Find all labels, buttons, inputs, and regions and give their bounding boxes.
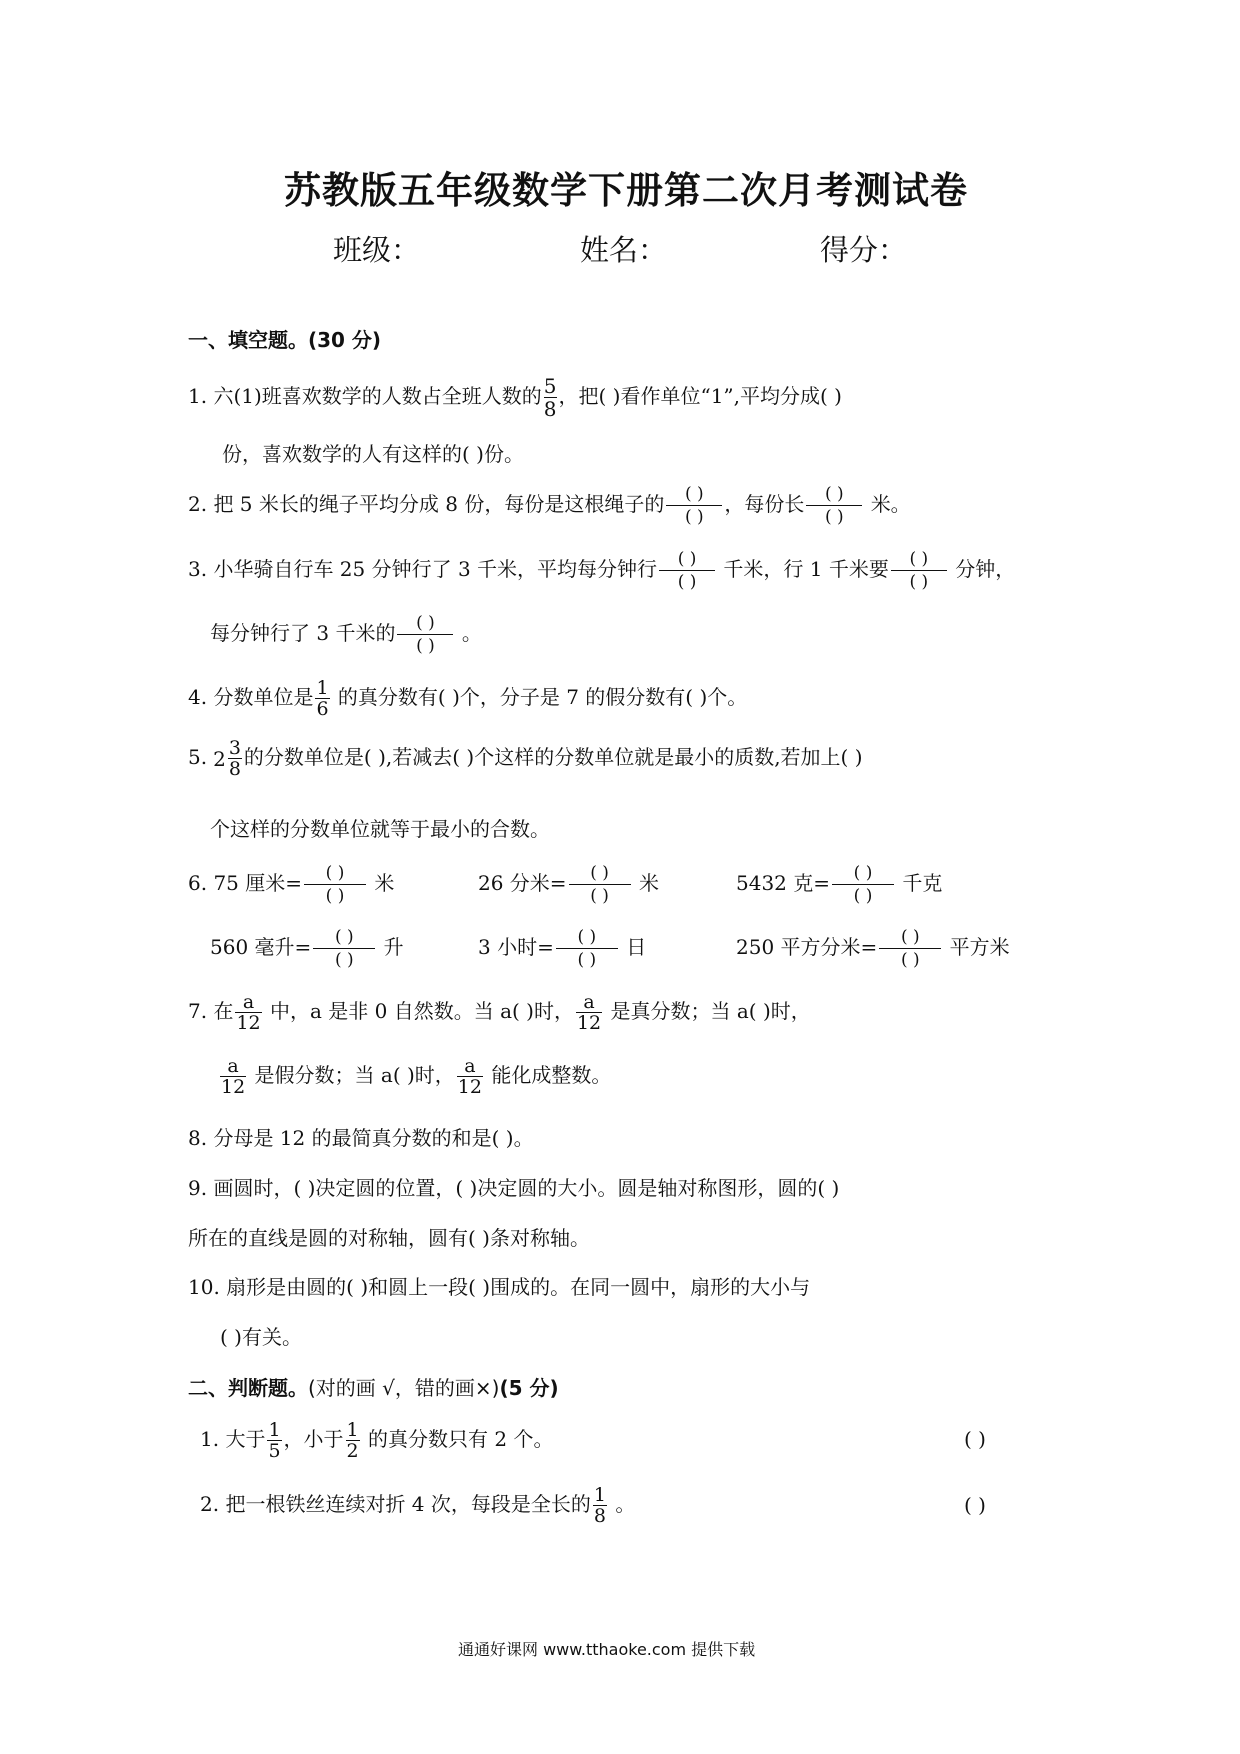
fraction-denominator: 12 xyxy=(236,1012,261,1034)
fraction-denominator: 8 xyxy=(228,758,241,780)
question-6-r2c3-unit: 平方米 xyxy=(949,935,1010,959)
question-6-r1c1-label: 6. 75 厘米= xyxy=(188,871,303,895)
question-4 xyxy=(188,678,747,719)
blank-numerator: ( ) xyxy=(590,863,609,883)
question-4-text-a: 4. 分数单位是 xyxy=(188,685,314,709)
fraction-numerator: 1 xyxy=(316,677,329,699)
blank-fraction xyxy=(556,926,618,971)
question-9-line-2: 所在的直线是圆的对称轴，圆有( )条对称轴。 xyxy=(188,1226,590,1250)
blank-numerator: ( ) xyxy=(577,927,597,947)
section-judge-heading xyxy=(188,1372,559,1401)
blank-denominator: ( ) xyxy=(806,505,862,528)
judge-1-answer-blank[interactable]: ( ) xyxy=(964,1427,986,1451)
fraction-denominator: 12 xyxy=(457,1076,482,1098)
question-2 xyxy=(188,483,911,528)
blank-numerator: ( ) xyxy=(416,613,435,633)
blank-numerator: ( ) xyxy=(684,484,704,504)
blank-denominator: ( ) xyxy=(304,884,366,907)
fraction-denominator: 5 xyxy=(268,1440,281,1462)
question-6-r1c1 xyxy=(188,862,394,907)
blank-fraction xyxy=(879,926,941,971)
judge-1-text-a: 1. 大于 xyxy=(200,1427,266,1451)
question-4-text-b: 的真分数有( )个，分子是 7 的假分数有( )个。 xyxy=(337,685,748,709)
judge-2-answer-blank[interactable]: ( ) xyxy=(964,1493,986,1517)
question-3-line-2-text-a: 每分钟行了 3 千米的 xyxy=(210,621,396,645)
fraction-denominator: 6 xyxy=(316,698,329,720)
fraction xyxy=(593,1485,607,1526)
blank-denominator: ( ) xyxy=(556,948,618,971)
fraction-numerator: 5 xyxy=(543,374,557,398)
fraction xyxy=(220,1056,246,1097)
blank-numerator: ( ) xyxy=(677,549,697,569)
blank-fraction xyxy=(806,483,862,528)
question-3 xyxy=(188,548,1015,593)
blank-denominator: ( ) xyxy=(659,570,715,593)
question-5-text-a: 5. xyxy=(188,745,208,769)
blank-denominator: ( ) xyxy=(313,948,375,971)
fraction-denominator: 8 xyxy=(543,397,557,421)
question-6-r2c3 xyxy=(736,926,1010,971)
blank-numerator: ( ) xyxy=(900,927,920,947)
section-judge-heading-note: (对的画 √，错的画×) xyxy=(308,1376,500,1400)
fraction-denominator: 2 xyxy=(346,1440,359,1462)
judge-2-text-b: 。 xyxy=(615,1492,636,1516)
judge-1-text-c: 的真分数只有 2 个。 xyxy=(368,1427,554,1451)
blank-numerator: ( ) xyxy=(909,549,929,569)
question-1 xyxy=(188,375,842,420)
judge-1-text-b: ，小于 xyxy=(283,1427,344,1451)
question-6-r1c3-unit: 千克 xyxy=(902,871,943,895)
blank-fraction xyxy=(832,862,894,907)
blank-numerator: ( ) xyxy=(325,863,345,883)
question-7-line-2-text-c: 能化成整数。 xyxy=(491,1063,612,1087)
question-7-line-2 xyxy=(218,1056,611,1097)
question-6-r2c2-unit: 日 xyxy=(626,935,647,959)
fraction xyxy=(544,375,557,420)
blank-fraction xyxy=(569,862,631,907)
question-3-line-2-text-b: 。 xyxy=(461,621,482,645)
fraction xyxy=(346,1420,360,1461)
blank-numerator: ( ) xyxy=(853,863,873,883)
judge-2 xyxy=(200,1485,635,1526)
question-6-r2c2 xyxy=(478,926,646,971)
section-judge-heading-title: 二、判断题。 xyxy=(188,1376,308,1400)
question-1-text-a: 1. 六(1)班喜欢数学的人数占全班人数的 xyxy=(188,384,542,408)
question-2-text-b: ，每份长 xyxy=(724,492,805,516)
question-6-r1c3-label: 5432 克= xyxy=(736,871,831,895)
blank-denominator: ( ) xyxy=(569,884,631,907)
question-6-r2c1-label: 560 毫升= xyxy=(210,935,312,959)
fraction-numerator: 1 xyxy=(593,1484,606,1506)
question-3-text-b: 千米，行 1 千米要 xyxy=(723,557,889,581)
question-6-r1c2-unit: 米 xyxy=(638,871,659,895)
question-6-r1c2-label: 26 分米= xyxy=(478,871,567,895)
question-6-r2c2-label: 3 小时= xyxy=(478,935,554,959)
question-7-text-c: 是真分数；当 a( )时， xyxy=(610,999,811,1023)
blank-denominator: ( ) xyxy=(891,570,947,593)
footer-credit: 通通好课网 www.tthaoke.com 提供下载 xyxy=(458,1640,756,1659)
fraction-denominator: 12 xyxy=(221,1076,246,1098)
fraction-numerator: a xyxy=(227,1055,239,1077)
section-fill-in-heading: 一、填空题。(30 分) xyxy=(188,328,382,352)
question-5 xyxy=(188,738,863,779)
section-judge-heading-points: (5 分) xyxy=(499,1376,559,1400)
blank-denominator: ( ) xyxy=(397,634,453,657)
question-6-r1c1-unit: 米 xyxy=(374,871,395,895)
blank-fraction xyxy=(397,612,453,657)
blank-fraction xyxy=(891,548,947,593)
blank-fraction xyxy=(659,548,715,593)
blank-denominator: ( ) xyxy=(879,948,941,971)
blank-denominator: ( ) xyxy=(832,884,894,907)
question-3-text-c: 分钟， xyxy=(955,557,1016,581)
question-9-line-1: 9. 画圆时，( )决定圆的位置，( )决定圆的大小。圆是轴对称图形，圆的( ) xyxy=(188,1176,840,1200)
fraction-numerator: 3 xyxy=(228,737,241,759)
fraction-numerator: a xyxy=(242,991,255,1013)
fraction-numerator: a xyxy=(583,991,595,1013)
blank-numerator: ( ) xyxy=(334,927,354,947)
fraction-numerator: 1 xyxy=(346,1419,359,1441)
fraction xyxy=(267,1420,281,1461)
question-1-text-b: ，把( )看作单位“1”,平均分成( ) xyxy=(558,384,842,408)
question-7 xyxy=(188,992,811,1033)
blank-fraction xyxy=(313,926,375,971)
fraction xyxy=(228,738,242,779)
fraction xyxy=(576,992,602,1033)
fraction-numerator: a xyxy=(464,1055,476,1077)
mixed-number-integer: 2 xyxy=(213,746,226,771)
judge-2-text-a: 2. 把一根铁丝连续对折 4 次，每段是全长的 xyxy=(200,1492,591,1516)
blank-numerator: ( ) xyxy=(824,484,844,504)
question-6-r1c2 xyxy=(478,862,659,907)
question-3-text-a: 3. 小华骑自行车 25 分钟行了 3 千米，平均每分钟行 xyxy=(188,557,658,581)
score-label: 得分： xyxy=(820,233,908,267)
question-2-text-c: 米。 xyxy=(870,492,911,516)
class-label: 班级： xyxy=(333,233,421,267)
fraction-denominator: 12 xyxy=(576,1012,602,1034)
question-10-line-2: ( )有关。 xyxy=(220,1325,302,1349)
question-6-r1c3 xyxy=(736,862,942,907)
question-6-r2c1-unit: 升 xyxy=(383,935,404,959)
judge-1 xyxy=(200,1420,553,1461)
question-6-r2c3-label: 250 平方分米= xyxy=(736,935,878,959)
blank-fraction xyxy=(666,483,722,528)
question-7-text-b: 中，a 是非 0 自然数。当 a( )时， xyxy=(270,999,574,1023)
question-5-line-2: 个这样的分数单位就等于最小的合数。 xyxy=(210,817,550,841)
fraction xyxy=(457,1056,483,1097)
fraction-denominator: 8 xyxy=(593,1505,606,1527)
question-1-line-2: 份，喜欢数学的人有这样的( )份。 xyxy=(222,442,524,466)
page-title: 苏教版五年级数学下册第二次月考测试卷 xyxy=(284,169,968,212)
question-5-text-b: 的分数单位是( ),若减去( )个这样的分数单位就是最小的质数,若加上( ) xyxy=(243,745,863,769)
question-6-r2c1 xyxy=(210,926,404,971)
fraction xyxy=(315,678,329,719)
question-8: 8. 分母是 12 的最简真分数的和是( )。 xyxy=(188,1126,534,1150)
fraction xyxy=(235,992,261,1033)
question-3-line-2 xyxy=(210,612,482,657)
fraction-numerator: 1 xyxy=(268,1419,281,1441)
name-label: 姓名： xyxy=(580,233,668,267)
question-10-line-1: 10. 扇形是由圆的( )和圆上一段( )围成的。在同一圆中，扇形的大小与 xyxy=(188,1275,811,1299)
question-2-text-a: 2. 把 5 米长的绳子平均分成 8 份，每份是这根绳子的 xyxy=(188,492,665,516)
blank-denominator: ( ) xyxy=(666,505,722,528)
question-7-line-2-text-b: 是假分数；当 a( )时， xyxy=(254,1063,455,1087)
blank-fraction xyxy=(304,862,366,907)
question-7-text-a: 7. 在 xyxy=(188,999,234,1023)
